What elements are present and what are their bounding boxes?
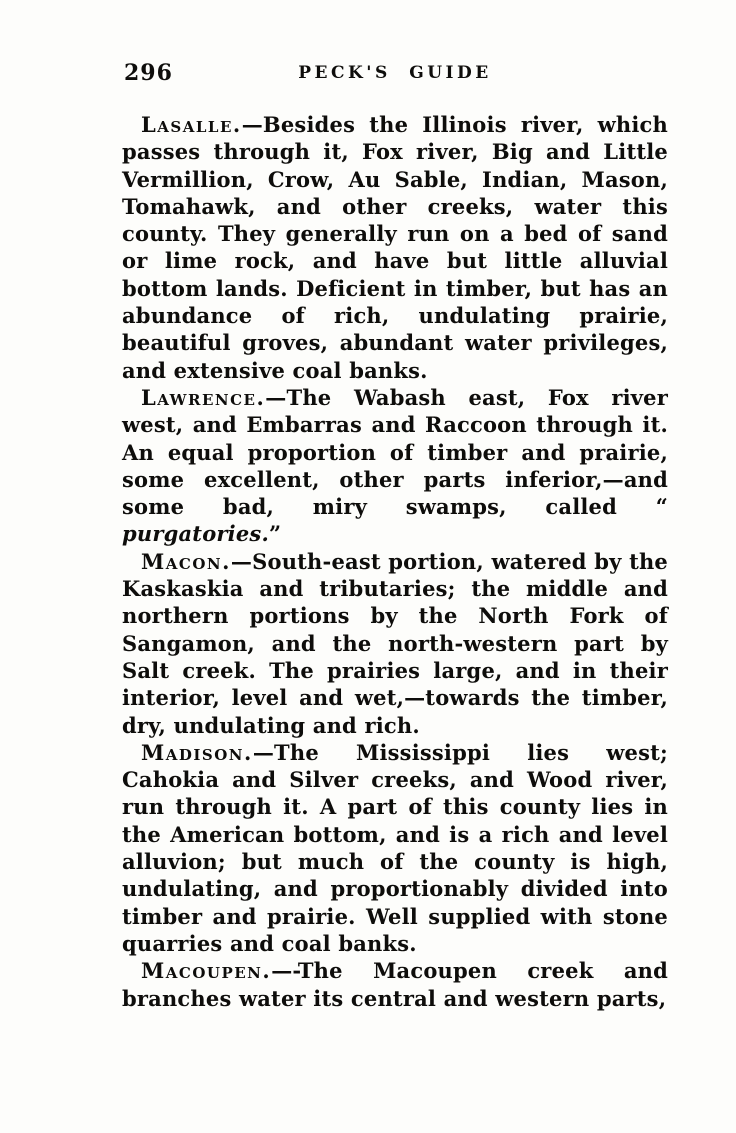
paragraph-body: —South-east portion, watered by the Kaskaskia and tributaries; the middle and northern portions by the North Fork of Sangamon, and the north-western part by Salt creek. The prairies large, and in their interior, level and wet,—towards the timber, dry, undulating and rich.: [122, 548, 668, 738]
running-head-title: PECK'S GUIDE: [298, 63, 492, 83]
county-heading: Macoupen.: [141, 958, 272, 984]
paragraph-body: —-The Macoupen creek and branches water its central and western parts,: [122, 958, 668, 1011]
running-header: [122, 60, 668, 90]
paragraph-lawrence: [122, 384, 668, 548]
paragraph-macoupen: [122, 957, 668, 1012]
paragraph-body: —The Mississippi lies west; Cahokia and Silver creeks, and Wood river, run through it. A part of this county lies in the American bottom, and is a rich and level alluvion; but much of the county is high, undulating, and proportionably divided into timber and prairie. Well supplied with stone quarries and coal banks.: [122, 739, 668, 956]
paragraph-lasalle: [122, 111, 668, 384]
county-heading: Lawrence.: [141, 384, 266, 410]
italic-term: purgatories.: [122, 521, 269, 547]
paragraph-macon: [122, 548, 668, 739]
county-heading: Madison.: [141, 739, 253, 765]
page-number: 296: [124, 60, 173, 86]
paragraph-body: —Besides the Illinois river, which passes through it, Fox river, Big and Little Vermillion, Crow, Au Sable, Indian, Mason, Tomahawk, and other creeks, water this county. They generally run on a bed of sand or lime rock, and have but little alluvial bottom lands. Deficient in timber, but has an abundance of rich, undulating prairie, beautiful groves, abundant water privileges, and extensive coal banks.: [122, 112, 668, 383]
paragraph-body: —The Wabash east, Fox river west, and Embarras and Raccoon through it. An equal proportion of timber and prairie, some excellent, other parts inferior,—and some bad, miry swamps, called “: [122, 384, 668, 520]
text-block: [122, 111, 668, 1012]
county-heading: Macon.: [141, 548, 231, 574]
county-heading: Lasalle.: [141, 112, 242, 137]
paragraph-body-after: ”: [268, 521, 282, 547]
paragraph-madison: [122, 739, 668, 957]
